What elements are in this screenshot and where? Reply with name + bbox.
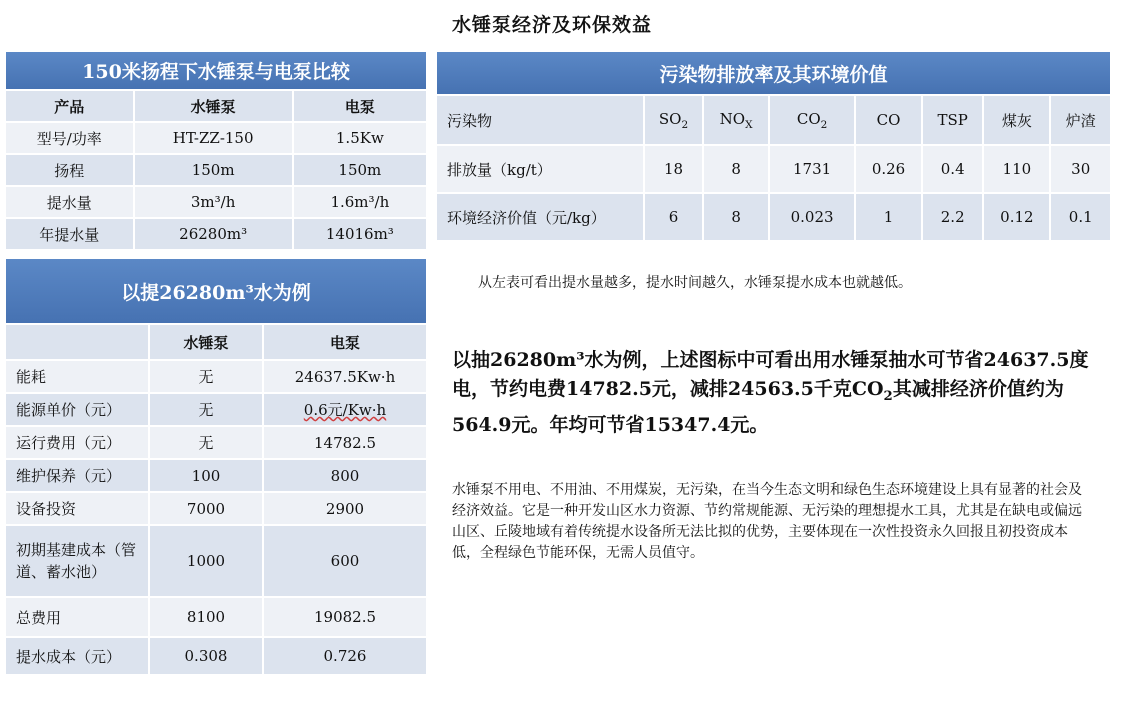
table-cell: 3m³/h — [135, 187, 292, 217]
table-row — [437, 194, 1110, 240]
table-cell: 30 — [1051, 146, 1110, 192]
table-cell: 1731 — [770, 146, 854, 192]
table-cell: 100 — [150, 460, 262, 491]
table-header: 煤灰 — [984, 96, 1049, 144]
table-cell: 0.1 — [1051, 194, 1110, 240]
page-title: 水锤泵经济及环保效益 — [452, 14, 653, 36]
table-cell: 110 — [984, 146, 1049, 192]
table-cell: 扬程 — [6, 155, 133, 185]
table-cell: 设备投资 — [6, 493, 148, 524]
table-cell: 2.2 — [923, 194, 982, 240]
table-cell: 1.5Kw — [294, 123, 426, 153]
table-cell: 能源单价（元） — [6, 394, 148, 425]
table-header — [6, 325, 148, 359]
table-row — [6, 219, 426, 249]
table-row — [6, 394, 426, 425]
table-cell: 800 — [264, 460, 426, 491]
table-cell: 14782.5 — [264, 427, 426, 458]
table-row — [6, 427, 426, 458]
table-header: 污染物 — [437, 96, 643, 144]
table-cell: 环境经济价值（元/kg） — [437, 194, 643, 240]
table-header: 炉渣 — [1051, 96, 1110, 144]
table-cell: 1.6m³/h — [294, 187, 426, 217]
table-row — [6, 493, 426, 524]
description-paragraph: 水锤泵不用电、不用油、不用煤炭，无污染，在当今生态文明和绿色生态环境建设上具有显著的社会及经济效益。它是一种开发山区水力资源、节约常规能源、无污染的理想提水工具，尤其是在缺电或偏远山区、丘陵地域有着传统提水设备所无法比拟的优势，主要体现在一次性投资永久回报且初投资成本低，全程绿色节能环保，无需人员值守。 — [452, 482, 1082, 561]
table-cell: 2900 — [264, 493, 426, 524]
table-note: 从左表可看出提水量越多，提水时间越久，水锤泵提水成本也就越低。 — [478, 275, 912, 291]
pump-comparison-table — [4, 50, 428, 251]
table-cell: 0.4 — [923, 146, 982, 192]
table-cell: 运行费用（元） — [6, 427, 148, 458]
table-cell: 600 — [264, 526, 426, 596]
table-header: CO — [856, 96, 921, 144]
table-cell: 18 — [645, 146, 702, 192]
table-cell: 19082.5 — [264, 598, 426, 636]
table-row — [6, 361, 426, 392]
table-cell: 提水成本（元） — [6, 638, 148, 674]
table-cell: 6 — [645, 194, 702, 240]
table-title: 污染物排放率及其环境价值 — [437, 52, 1110, 94]
table-header: 水锤泵 — [135, 91, 292, 121]
table-cell: 型号/功率 — [6, 123, 133, 153]
table-title: 150米扬程下水锤泵与电泵比较 — [6, 52, 426, 89]
emission-table — [435, 50, 1112, 242]
table-header: $CO_2$ — [770, 96, 854, 144]
table-cell: 年提水量 — [6, 219, 133, 249]
highlight-text: 以抽26280m³水为例，上述图标中可看出用水锤泵抽水可节省24637.5度电，节约电费14782.5元，减排24563.5千克$CO_2$其减排经济价值约为564.9元。年均可节省15347.4元。 — [452, 349, 1089, 436]
table-cell: 8 — [704, 146, 768, 192]
table-title: 以提26280m³水为例 — [6, 259, 426, 323]
table-cell: 26280m³ — [135, 219, 292, 249]
table-row — [6, 638, 426, 674]
table-cell: 0.6元/Kw·h — [264, 394, 426, 425]
table-cell: 提水量 — [6, 187, 133, 217]
table-header: $NO_X$ — [704, 96, 768, 144]
table-cell: 1 — [856, 194, 921, 240]
table-header: 电泵 — [294, 91, 426, 121]
table-cell: 7000 — [150, 493, 262, 524]
table-row — [6, 123, 426, 153]
table-row — [6, 598, 426, 636]
table-cell: 能耗 — [6, 361, 148, 392]
table-row — [6, 460, 426, 491]
table-cell: 0.12 — [984, 194, 1049, 240]
table-cell: 总费用 — [6, 598, 148, 636]
table-cell: 0.308 — [150, 638, 262, 674]
table-row — [6, 187, 426, 217]
table-header: 产品 — [6, 91, 133, 121]
table-cell: 14016m³ — [294, 219, 426, 249]
table-header: 水锤泵 — [150, 325, 262, 359]
table-row — [6, 526, 426, 596]
table-cell: 无 — [150, 361, 262, 392]
table-cell: 24637.5Kw·h — [264, 361, 426, 392]
table-cell: 0.023 — [770, 194, 854, 240]
table-cell: 排放量（kg/t） — [437, 146, 643, 192]
table-cell: 8 — [704, 194, 768, 240]
table-row — [437, 146, 1110, 192]
table-cell: HT-ZZ-150 — [135, 123, 292, 153]
table-header: TSP — [923, 96, 982, 144]
table-cell: 无 — [150, 394, 262, 425]
table-header: 电泵 — [264, 325, 426, 359]
cost-comparison-table — [4, 257, 428, 676]
table-cell: 150m — [135, 155, 292, 185]
table-cell: 0.26 — [856, 146, 921, 192]
table-header: $SO_2$ — [645, 96, 702, 144]
table-cell: 1000 — [150, 526, 262, 596]
table-cell: 初期基建成本（管道、蓄水池） — [6, 526, 148, 596]
table-cell: 0.726 — [264, 638, 426, 674]
table-row — [6, 155, 426, 185]
table-cell: 维护保养（元） — [6, 460, 148, 491]
table-cell: 无 — [150, 427, 262, 458]
table-cell: 150m — [294, 155, 426, 185]
table-cell: 8100 — [150, 598, 262, 636]
